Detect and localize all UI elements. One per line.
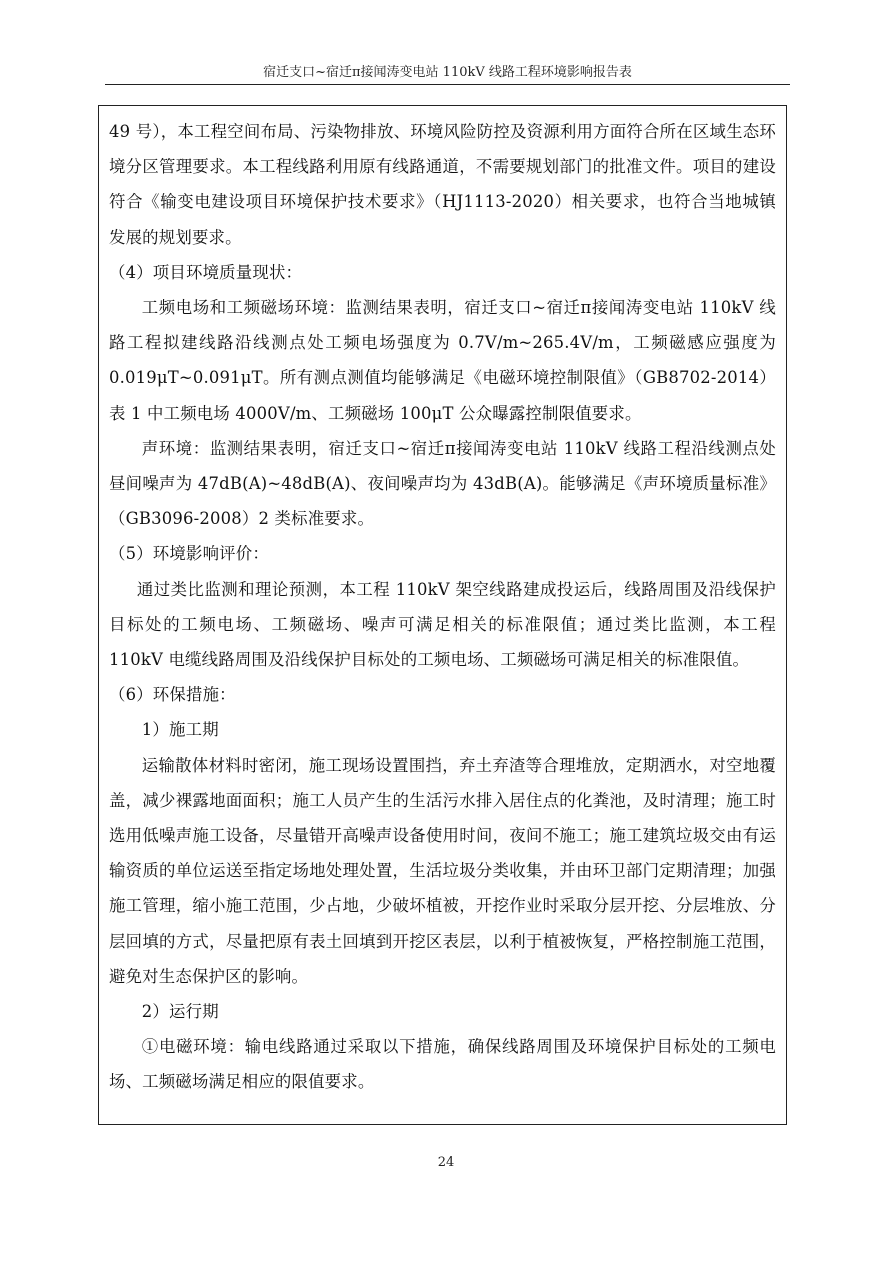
paragraph-em-environment: 工频电场和工频磁场环境：监测结果表明，宿迁支口~宿迁π接闻涛变电站 110kV 线路工程拟建线路沿线测点处工频电场强度为 0.7V/m~265.4V/m，工频磁感应强度为 0.019μT~0.091μT。所有测点测值均能够满足《电磁环境控制限值》（GB8702-2014）表 1 中工频电场 4000V/m、工频磁场 100μT 公众曝露控制限值要求。: [109, 298, 776, 423]
content-box: [98, 105, 787, 1125]
section-heading-5: （5）环境影响评价：: [109, 544, 269, 564]
subheading-operation-period: 2）运行期: [141, 1002, 219, 1022]
page-header: [105, 64, 790, 85]
paragraph-impact-assessment: 通过类比监测和理论预测，本工程 110kV 架空线路建成投运后，线路周围及沿线保护目标处的工频电场、工频磁场、噪声可满足相关的标准限值；通过类比监测，本工程 110kV 电缆线路周围及沿线保护目标处的工频电场、工频磁场可满足相关的标准限值。: [109, 579, 776, 670]
header-title: 宿迁支口~宿迁π接闻涛变电站 110kV 线路工程环境影响报告表: [263, 65, 632, 80]
subheading-construction-period: 1）施工期: [141, 720, 219, 740]
paragraph-em-measures: ①电磁环境：输电线路通过采取以下措施，确保线路周围及环境保护目标处的工频电场、工频磁场满足相应的限值要求。: [109, 1037, 776, 1092]
paragraph-construction-measures: 运输散体材料时密闭，施工现场设置围挡，弃土弃渣等合理堆放，定期洒水，对空地覆盖，减少裸露地面面积；施工人员产生的生活污水排入居住点的化粪池，及时清理；施工时选用低噪声施工设备，尽量错开高噪声设备使用时间，夜间不施工；施工建筑垃圾交由有运输资质的单位运送至指定场地处理处置，生活垃圾分类收集，并由环卫部门定期清理；加强施工管理，缩小施工范围，少占地，少破坏植被，开挖作业时采取分层开挖、分层堆放、分层回填的方式，尽量把原有表土回填到开挖区表层，以利于植被恢复，严格控制施工范围，避免对生态保护区的影响。: [109, 755, 776, 986]
page-number: 24: [437, 1155, 455, 1170]
section-heading-6: （6）环保措施：: [109, 685, 236, 705]
section-heading-4: （4）项目环境质量现状：: [109, 262, 303, 282]
paragraph-compliance: 49 号），本工程空间布局、污染物排放、环境风险防控及资源利用方面符合所在区域生态环境分区管理要求。本工程线路利用原有线路通道，不需要规划部门的批准文件。项目的建设符合《输变电建设项目环境保护技术要求》（HJ1113-2020）相关要求，也符合当地城镇发展的规划要求。: [109, 122, 776, 247]
paragraph-acoustic-environment: 声环境：监测结果表明，宿迁支口~宿迁π接闻涛变电站 110kV 线路工程沿线测点处昼间噪声为 47dB(A)~48dB(A)、夜间噪声均为 43dB(A)。能够满足《声环境质量标准》（GB3096-2008）2 类标准要求。: [109, 438, 776, 529]
